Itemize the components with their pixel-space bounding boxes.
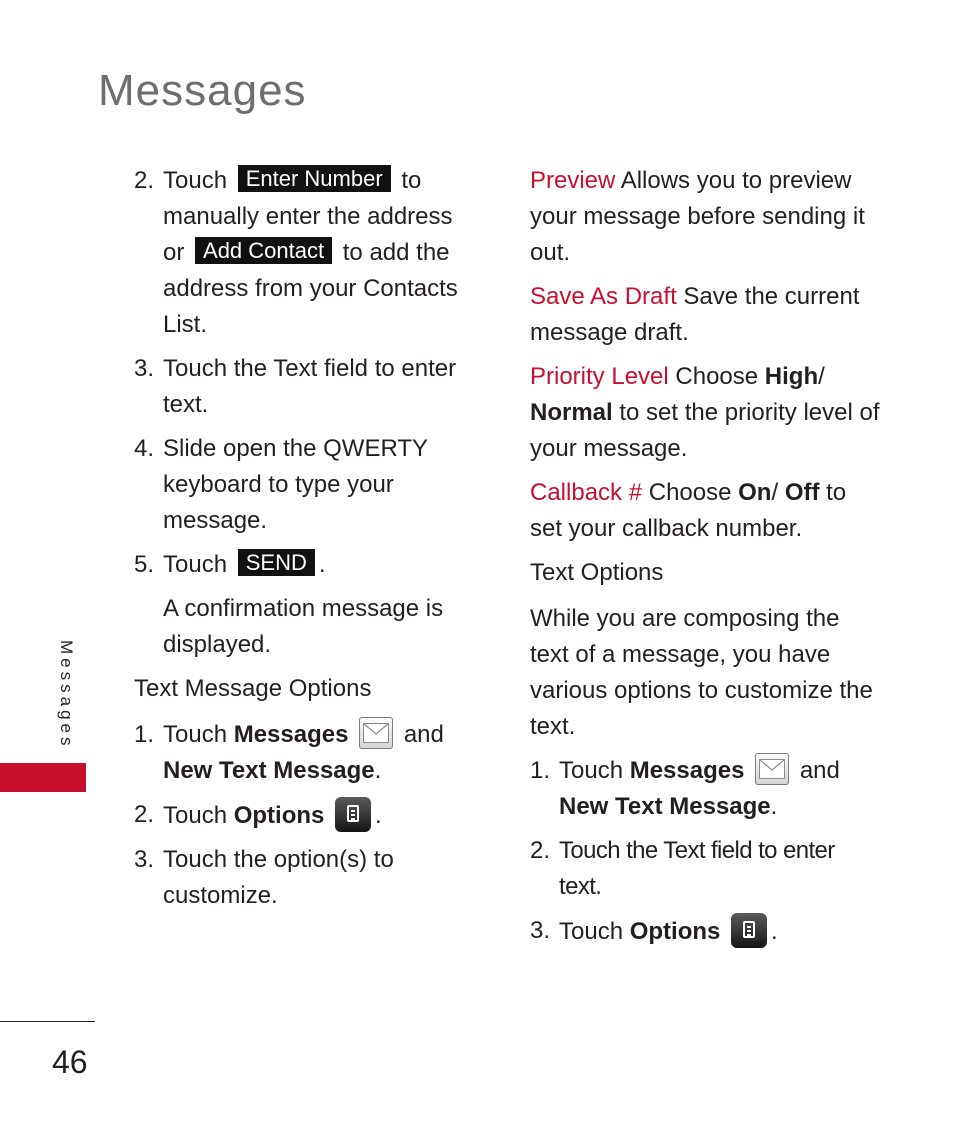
step-number: 1. bbox=[134, 721, 155, 748]
add-contact-button[interactable]: Add Contact bbox=[195, 237, 332, 264]
separator: / bbox=[771, 479, 779, 506]
menu-icon[interactable] bbox=[731, 913, 767, 948]
step-text: Touch bbox=[163, 802, 228, 829]
page-title: Messages bbox=[98, 66, 307, 115]
step-text: Touch bbox=[163, 167, 228, 194]
page-number: 46 bbox=[52, 1044, 88, 1080]
step-text: Touch bbox=[163, 721, 228, 748]
option-description: to set your callback number. bbox=[530, 479, 847, 542]
normal-label: Normal bbox=[530, 399, 613, 426]
step-text: manually enter the address or bbox=[163, 203, 453, 266]
text-options-intro: While you are composing the text of a message, you have various options to customize the text. bbox=[530, 605, 873, 740]
confirmation-note: A confirmation message is displayed. bbox=[163, 595, 444, 658]
option-step-2 bbox=[134, 797, 479, 834]
footer-rule bbox=[0, 1021, 95, 1022]
step-text: Touch the Text field to enter text. bbox=[559, 837, 835, 900]
options-label: Options bbox=[233, 802, 325, 829]
step-text: Touch bbox=[163, 551, 228, 578]
step-text: . bbox=[771, 918, 778, 945]
step-number: 5. bbox=[134, 551, 155, 578]
side-section-tab: Messages bbox=[57, 640, 76, 750]
text-options-step-1 bbox=[530, 753, 880, 825]
step-text: to add the address from your Contacts List. bbox=[163, 239, 458, 338]
option-description: Save the current message draft. bbox=[530, 283, 860, 346]
step-number: 2. bbox=[530, 837, 551, 864]
menu-icon[interactable] bbox=[335, 797, 371, 832]
step-open-keyboard bbox=[134, 431, 479, 539]
step-text: to bbox=[401, 167, 422, 194]
step-text: . bbox=[770, 793, 778, 820]
off-label: Off bbox=[784, 479, 820, 506]
new-text-message-label: New Text Message bbox=[163, 757, 375, 784]
option-preview bbox=[530, 163, 880, 271]
step-number: 2. bbox=[134, 167, 155, 194]
step-text: . bbox=[375, 802, 382, 829]
step-enter-address bbox=[134, 163, 479, 343]
option-description: Choose bbox=[675, 363, 759, 390]
separator: / bbox=[818, 363, 825, 390]
step-number: 4. bbox=[134, 435, 155, 462]
section-heading-text-message-options: Text Message Options bbox=[134, 675, 372, 702]
step-number: 3. bbox=[134, 355, 155, 382]
step-text: . bbox=[318, 551, 326, 578]
on-label: On bbox=[738, 479, 772, 506]
section-heading-text-options: Text Options bbox=[530, 559, 664, 586]
section-marker-bar bbox=[0, 763, 86, 792]
step-text: Touch bbox=[559, 757, 624, 784]
step-send bbox=[134, 547, 479, 583]
step-text: . bbox=[374, 757, 382, 784]
preview-term: Preview bbox=[530, 167, 616, 194]
high-label: High bbox=[764, 363, 819, 390]
step-text: Slide open the QWERTY keyboard to type your message. bbox=[163, 435, 428, 534]
text-options-step-3 bbox=[530, 913, 880, 950]
right-column bbox=[530, 163, 880, 958]
step-text: and bbox=[403, 721, 444, 748]
options-label: Options bbox=[629, 918, 721, 945]
save-as-draft-term: Save As Draft bbox=[530, 283, 677, 310]
text-options-step-2 bbox=[530, 833, 880, 905]
priority-level-term: Priority Level bbox=[530, 363, 669, 390]
step-text: and bbox=[799, 757, 840, 784]
envelope-icon[interactable] bbox=[359, 717, 393, 749]
enter-number-button[interactable]: Enter Number bbox=[238, 165, 391, 192]
step-text: Touch the Text field to enter text. bbox=[163, 355, 457, 418]
option-priority-level bbox=[530, 359, 880, 467]
new-text-message-label: New Text Message bbox=[559, 793, 771, 820]
step-text: Touch the option(s) to customize. bbox=[163, 846, 394, 909]
option-callback bbox=[530, 475, 880, 547]
messages-label: Messages bbox=[233, 721, 349, 748]
step-number: 3. bbox=[134, 846, 155, 873]
option-step-1 bbox=[134, 717, 479, 789]
step-enter-text bbox=[134, 351, 479, 423]
messages-label: Messages bbox=[629, 757, 745, 784]
step-text: Touch bbox=[559, 918, 624, 945]
step-number: 2. bbox=[134, 801, 155, 828]
option-save-as-draft bbox=[530, 279, 880, 351]
step-number: 3. bbox=[530, 917, 551, 944]
send-button[interactable]: SEND bbox=[238, 549, 315, 576]
callback-term: Callback # bbox=[530, 479, 643, 506]
left-column bbox=[134, 163, 479, 922]
option-description: Choose bbox=[648, 479, 732, 506]
option-description: Allows you to preview your message before sending it out. bbox=[530, 167, 865, 266]
step-number: 1. bbox=[530, 757, 551, 784]
envelope-icon[interactable] bbox=[755, 753, 789, 785]
option-step-3 bbox=[134, 842, 479, 914]
option-description: to set the priority level of your message. bbox=[530, 399, 880, 462]
